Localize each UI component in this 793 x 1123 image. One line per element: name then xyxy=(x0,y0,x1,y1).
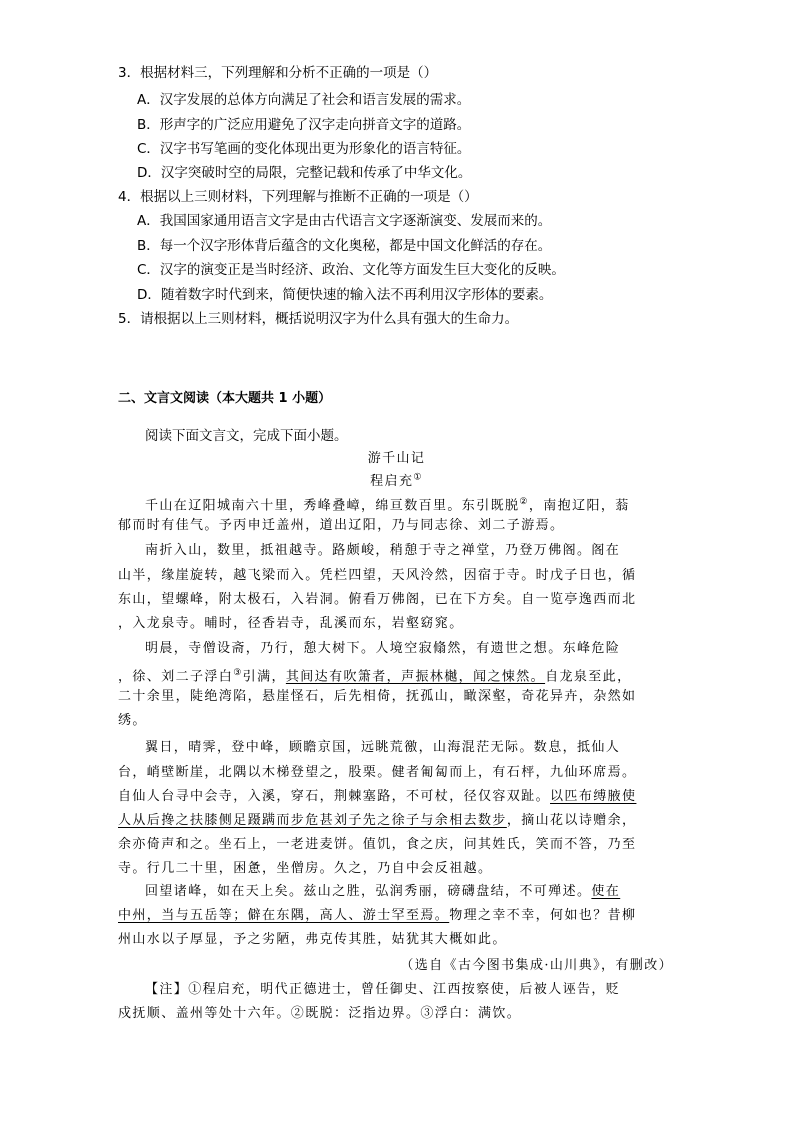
question-4-option-b: B．每一个汉字形体背后蕴含的文化奥秘，都是中国文化鲜活的存在。 xyxy=(137,238,552,254)
question-3-option-c: C．汉字书写笔画的变化体现出更为形象化的语言特征。 xyxy=(137,141,471,157)
passage-line: 州山水以子厚显，予之劣陋，弗克传其胜，姑犹其大概如此。 xyxy=(118,932,507,947)
underlined-sentence: 人从后搀之扶膝侧足蹑蹒而步危甚刘子先之徐子与余相去数步 xyxy=(118,813,507,828)
question-4-option-d: D．随着数字时代到来，简便快速的输入法不再利用汉字形体的要素。 xyxy=(137,287,553,303)
passage-line: 山半，缘崖旋转，越飞梁而入。凭栏四望，天风泠然，因宿于寺。时戊子日也，循 xyxy=(118,568,637,583)
question-4-option-c: C．汉字的演变正是当时经济、政治、文化等方面发生巨大变化的反映。 xyxy=(137,262,565,278)
passage-line: 郁而时有佳气。予丙申迁盖州，道出辽阳，乃与同志徐、刘二子游焉。 xyxy=(118,518,565,533)
passage-line: 回望诸峰，如在天上矣。兹山之胜，弘润秀丽，磅礴盘结，不可殚述。使在 xyxy=(145,884,621,899)
passage-line: 绣。 xyxy=(118,713,147,728)
author-name: 程启充 xyxy=(370,474,414,489)
passage-line: ，徐、刘二子浮白③引满，其间达有吹箫者，声振林樾，闻之悚然。自龙泉至此， xyxy=(118,668,632,685)
question-3-stem: 3．根据材料三，下列理解和分析不正确的一项是（） xyxy=(118,65,438,81)
question-5-stem: 5．请根据以上三则材料，概括说明汉字为什么具有强大的生命力。 xyxy=(118,311,519,327)
footnote-line: 【注】①程启充，明代正德进士，曾任御史、江西按察使，后被人诬告，贬 xyxy=(145,982,621,997)
passage-line: ，入龙泉寺。晡时，径香岩寺，乱溪而东，岩壑窈窕。 xyxy=(118,616,464,631)
underlined-sentence: 以匹布缚腋使 xyxy=(550,789,637,804)
underlined-sentence: 使在 xyxy=(591,884,621,899)
footnote-marker-1: ① xyxy=(413,472,423,483)
footnote-line: 戍抚顺、盖州等处十六年。②既脱：泛指边界。③浮白：满饮。 xyxy=(118,1006,522,1021)
passage-line: 东山，望螺峰，附太极石，入岩洞。俯看万佛阁，已在下方矣。自一览亭逸西而北 xyxy=(118,592,637,607)
passage-line: 中州，当与五岳等；僻在东隅，高人、游士罕至焉。物理之幸不幸，何如也？昔柳 xyxy=(118,908,637,923)
passage-line: 南折入山，数里，抵祖越寺。路颇峻，稍憩于寺之禅堂，乃登万佛阁。阁在 xyxy=(145,543,621,558)
section-intro: 阅读下面文言文，完成下面小题。 xyxy=(145,428,348,444)
underlined-sentence: 其间达有吹箫者，声振林樾，闻之悚然。 xyxy=(285,669,546,685)
passage-line: 明晨，寺僧设斋，乃行，憩大树下。人境空寂翛然，有遗世之想。东峰危险 xyxy=(145,641,621,656)
passage-title: 游千山记 xyxy=(367,451,426,466)
question-3-option-a: A．汉字发展的总体方向满足了社会和语言发展的需求。 xyxy=(137,92,471,108)
passage-line: 自仙人台寻中会寺，入溪，穿石，荆棘塞路，不可杖，径仅容双趾。以匹布缚腋使 xyxy=(118,789,637,804)
passage-author xyxy=(0,470,793,489)
passage-line: 余亦倚声和之。坐石上，一老进麦饼。值饥，食之庆，问其姓氏，笑而不答，乃至 xyxy=(118,837,637,852)
passage-line: 寺。行几二十里，困惫，坐僧房。久之，乃自中会反祖越。 xyxy=(118,861,493,876)
passage-line: 翼日，晴霁，登中峰，顾瞻京国，远眺荒徼，山海混茫无际。数息，抵仙人 xyxy=(145,740,621,755)
passage-source: （选自《古今图书集成·山川典》，有删改） xyxy=(400,958,673,973)
underlined-sentence: 中州，当与五岳等；僻在东隅，高人、游士罕至焉。 xyxy=(118,908,450,923)
passage-line: 千山在辽阳城南六十里，秀峰叠嶂，绵亘数百里。东引既脱②，南抱辽阳，蓊 xyxy=(145,497,630,514)
question-4-stem: 4．根据以上三则材料，下列理解与推断不正确的一项是（） xyxy=(118,189,478,205)
footnote-marker-2: ② xyxy=(519,497,529,507)
question-3-option-d: D．汉字突破时空的局限，完整记载和传承了中华文化。 xyxy=(137,165,472,181)
passage-line: 人从后搀之扶膝侧足蹑蹒而步危甚刘子先之徐子与余相去数步，摘山花以诗赠余， xyxy=(118,813,637,828)
passage-line: 二十余里，陡绝湾陷，悬崖怪石，后先相倚，抚孤山，瞰深壑，奇花异卉，杂然如 xyxy=(118,689,637,704)
question-3-option-b: B．形声字的广泛应用避免了汉字走向拼音文字的道路。 xyxy=(137,117,471,133)
section-heading: 二、文言文阅读（本大题共 1 小题） xyxy=(118,391,332,406)
question-4-option-a: A．我国国家通用语言文字是由古代语言文字逐渐演变、发展而来的。 xyxy=(137,213,552,229)
footnote-marker-3: ③ xyxy=(233,668,243,678)
passage-line: 台，峭壁断崖，北隅以木梯登望之，股栗。健者匍匐而上，有石枰，九仙环席焉。 xyxy=(118,765,637,780)
